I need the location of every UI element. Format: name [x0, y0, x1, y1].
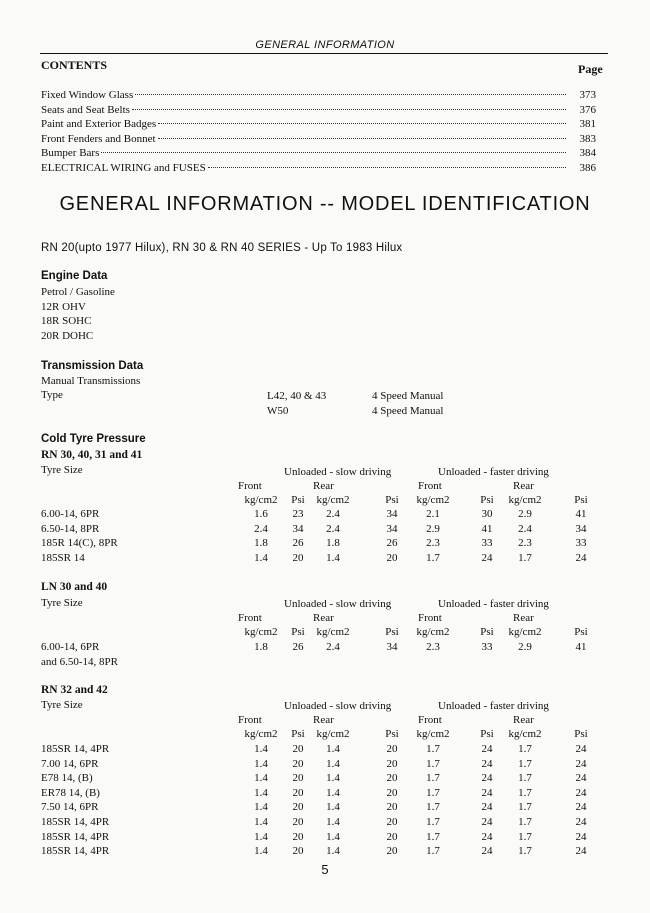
- transmission-model: W50: [267, 405, 289, 417]
- group-faster-driving: Unloaded - faster driving: [438, 598, 549, 610]
- toc-item: [41, 88, 596, 103]
- pressure-value: 24: [575, 551, 587, 564]
- unit-psi: Psi: [480, 728, 494, 740]
- pressure-value: 24: [575, 845, 587, 858]
- toc-leader-dots: [101, 152, 566, 153]
- toc-item-page: 376: [579, 103, 596, 116]
- pressure-value: 1.4: [326, 551, 340, 564]
- unit-kg-cm2: kg/cm2: [244, 626, 278, 638]
- unit-psi: Psi: [291, 728, 305, 740]
- table-of-contents: [41, 88, 596, 176]
- tyre-size: 185SR 14: [41, 551, 85, 564]
- toc-leader-dots: [158, 123, 566, 124]
- pressure-value: 1.4: [326, 743, 340, 755]
- pressure-value: 20: [292, 743, 304, 755]
- unit-psi: Psi: [291, 626, 305, 638]
- unit-psi: Psi: [574, 728, 588, 740]
- tyre-size: 185SR 14, 4PR: [41, 830, 110, 843]
- unit-kg-cm2: kg/cm2: [316, 494, 350, 506]
- pressure-value: 1.7: [426, 743, 440, 755]
- toc-item-title: Seats and Seat Belts: [41, 103, 130, 116]
- front-label-fast: Front: [418, 612, 442, 624]
- pressure-value: 33: [575, 537, 587, 550]
- rear-label-fast: Rear: [513, 612, 534, 624]
- pressure-value: 1.7: [426, 816, 440, 828]
- unit-kg-cm2: kg/cm2: [508, 728, 542, 740]
- pressure-value: 20: [292, 816, 304, 828]
- toc-item-title: Bumper Bars: [41, 147, 100, 160]
- pressure-value: 30: [481, 508, 493, 520]
- transmission-type-label: Type: [41, 389, 63, 401]
- unit-kg-cm2: kg/cm2: [316, 728, 350, 740]
- page-subtitle: RN 20(upto 1977 Hilux), RN 30 & RN 40 SERIES - Up To 1983 Hilux: [41, 242, 403, 254]
- pressure-value: 1.7: [426, 845, 440, 858]
- pressure-value: 24: [481, 743, 493, 755]
- pressure-value: 34: [386, 641, 398, 653]
- unit-kg-cm2: kg/cm2: [316, 626, 350, 638]
- tyre-size-extra: and 6.50-14, 8PR: [41, 655, 118, 668]
- pressure-value: 24: [481, 816, 493, 828]
- toc-item: [41, 146, 596, 161]
- pressure-value: 20: [386, 801, 398, 814]
- pressure-value: 2.4: [254, 522, 268, 535]
- tyre-size: 6.50-14, 8PR: [41, 522, 100, 535]
- toc-item-title: Fixed Window Glass: [41, 89, 134, 101]
- page-number: 5: [321, 862, 329, 877]
- pressure-value: 34: [386, 522, 398, 535]
- toc-item-page: 384: [579, 147, 596, 160]
- rear-label-slow: Rear: [313, 714, 334, 726]
- pressure-value: 1.7: [426, 772, 440, 785]
- pressure-value: 2.4: [518, 522, 532, 535]
- pressure-value: 24: [575, 801, 587, 814]
- running-header: GENERAL INFORMATION: [255, 39, 395, 51]
- pressure-value: 20: [292, 772, 304, 785]
- front-label-slow: Front: [238, 612, 262, 624]
- pressure-value: 20: [386, 816, 398, 828]
- toc-item-page: 386: [579, 161, 596, 174]
- toc-item: [41, 132, 596, 147]
- front-label-slow: Front: [238, 480, 262, 492]
- pressure-value: 1.7: [426, 757, 440, 770]
- transmission-heading: Transmission Data: [41, 360, 144, 372]
- unit-psi: Psi: [574, 494, 588, 506]
- tyre-section-title: RN 32 and 42: [41, 684, 108, 696]
- pressure-value: 26: [386, 537, 398, 550]
- pressure-value: 1.7: [518, 830, 532, 843]
- pressure-value: 2.1: [426, 508, 440, 520]
- toc-leader-dots: [208, 167, 566, 168]
- pressure-value: 1.4: [326, 757, 340, 770]
- pressure-value: 33: [481, 537, 493, 550]
- pressure-value: 20: [386, 551, 398, 564]
- pressure-value: 2.3: [518, 537, 532, 550]
- pressure-value: 20: [386, 845, 398, 858]
- unit-kg-cm2: kg/cm2: [508, 626, 542, 638]
- tyre-size-label: Tyre Size: [41, 464, 83, 476]
- pressure-value: 24: [481, 830, 493, 843]
- pressure-value: 1.4: [254, 786, 268, 799]
- pressure-value: 1.7: [518, 772, 532, 785]
- pressure-value: 41: [575, 641, 587, 653]
- transmission-description: 4 Speed Manual: [372, 405, 444, 417]
- engine-line: 20R DOHC: [41, 329, 94, 342]
- toc-item: [41, 117, 596, 132]
- pressure-value: 1.4: [254, 830, 268, 843]
- pressure-value: 20: [292, 845, 304, 858]
- engine-line: Petrol / Gasoline: [41, 286, 115, 298]
- tyre-size: 6.00-14, 6PR: [41, 508, 100, 520]
- front-label-slow: Front: [238, 714, 262, 726]
- pressure-value: 1.4: [326, 786, 340, 799]
- pressure-value: 2.9: [518, 641, 532, 653]
- unit-kg-cm2: kg/cm2: [244, 494, 278, 506]
- unit-kg-cm2: kg/cm2: [416, 494, 450, 506]
- pressure-value: 23: [292, 508, 304, 520]
- toc-item-page: 381: [579, 118, 596, 131]
- pressure-value: 1.8: [254, 641, 268, 653]
- pressure-value: 1.4: [326, 772, 340, 785]
- pressure-value: 41: [481, 522, 493, 535]
- transmission-description: 4 Speed Manual: [372, 390, 444, 402]
- pressure-value: 20: [292, 801, 304, 814]
- tyre-size-label: Tyre Size: [41, 597, 83, 609]
- pressure-value: 20: [386, 757, 398, 770]
- pressure-value: 2.9: [518, 508, 532, 520]
- toc-item-page: 383: [579, 132, 596, 145]
- pressure-value: 1.7: [518, 845, 532, 858]
- unit-psi: Psi: [385, 728, 399, 740]
- pressure-value: 1.7: [426, 830, 440, 843]
- group-faster-driving: Unloaded - faster driving: [438, 466, 549, 478]
- rear-label-fast: Rear: [513, 480, 534, 492]
- toc-item-page: 373: [579, 89, 596, 101]
- pressure-value: 1.4: [254, 845, 268, 858]
- tyre-section-title: RN 30, 40, 31 and 41: [41, 449, 143, 461]
- rear-label-slow: Rear: [313, 480, 334, 492]
- toc-item-title: Front Fenders and Bonnet: [41, 132, 156, 145]
- tyre-size: 6.00-14, 6PR: [41, 641, 100, 653]
- tyre-section-title: LN 30 and 40: [41, 581, 108, 593]
- group-slow-driving: Unloaded - slow driving: [284, 598, 392, 610]
- toc-item: [41, 161, 596, 176]
- pressure-value: 41: [575, 508, 587, 520]
- pressure-value: 1.4: [254, 816, 268, 828]
- transmission-subheading: Manual Transmissions: [41, 375, 141, 387]
- pressure-value: 20: [292, 786, 304, 799]
- toc-leader-dots: [135, 94, 566, 95]
- pressure-value: 1.6: [254, 508, 268, 520]
- page-column-heading: Page: [578, 62, 603, 76]
- pressure-value: 33: [481, 641, 493, 653]
- pressure-value: 24: [481, 772, 493, 785]
- pressure-value: 2.9: [426, 522, 440, 535]
- front-label-fast: Front: [418, 714, 442, 726]
- engine-line: 12R OHV: [41, 300, 86, 313]
- tyre-size: 185SR 14, 4PR: [41, 743, 110, 755]
- rear-label-slow: Rear: [313, 612, 334, 624]
- pressure-value: 1.4: [254, 551, 268, 564]
- pressure-value: 1.7: [518, 757, 532, 770]
- group-faster-driving: Unloaded - faster driving: [438, 700, 549, 712]
- pressure-value: 1.4: [326, 845, 340, 858]
- engine-heading: Engine Data: [41, 270, 108, 282]
- unit-psi: Psi: [574, 626, 588, 638]
- tyre-size: E78 14, (B): [41, 772, 93, 785]
- toc-leader-dots: [132, 109, 566, 110]
- unit-kg-cm2: kg/cm2: [244, 728, 278, 740]
- tyre-pressure-heading: Cold Tyre Pressure: [41, 433, 146, 445]
- pressure-value: 24: [575, 743, 587, 755]
- pressure-value: 1.7: [518, 551, 532, 564]
- toc-item-title: Paint and Exterior Badges: [41, 118, 157, 131]
- engine-line: 18R SOHC: [41, 315, 92, 327]
- pressure-value: 20: [292, 551, 304, 564]
- pressure-value: 34: [292, 522, 304, 535]
- header-rule: [40, 53, 608, 54]
- pressure-value: 1.7: [518, 801, 532, 814]
- pressure-value: 2.4: [326, 641, 340, 653]
- group-slow-driving: Unloaded - slow driving: [284, 466, 392, 478]
- pressure-value: 24: [481, 801, 493, 814]
- pressure-value: 24: [575, 786, 587, 799]
- pressure-value: 24: [481, 786, 493, 799]
- pressure-value: 24: [575, 830, 587, 843]
- pressure-value: 24: [481, 845, 493, 858]
- pressure-value: 20: [292, 757, 304, 770]
- toc-leader-dots: [158, 138, 566, 139]
- pressure-value: 2.3: [426, 641, 440, 653]
- pressure-value: 24: [481, 551, 493, 564]
- pressure-value: 1.4: [326, 801, 340, 814]
- front-label-fast: Front: [418, 480, 442, 492]
- unit-psi: Psi: [480, 494, 494, 506]
- tyre-size: 7.50 14, 6PR: [41, 801, 99, 814]
- pressure-value: 24: [481, 757, 493, 770]
- pressure-value: 34: [386, 508, 398, 520]
- pressure-value: 1.4: [254, 757, 268, 770]
- pressure-value: 1.7: [426, 786, 440, 799]
- tyre-size: 185SR 14, 4PR: [41, 845, 110, 858]
- unit-psi: Psi: [385, 626, 399, 638]
- pressure-value: 1.4: [326, 830, 340, 843]
- rear-label-fast: Rear: [513, 714, 534, 726]
- transmission-model: L42, 40 & 43: [267, 390, 327, 402]
- pressure-value: 24: [575, 757, 587, 770]
- pressure-value: 20: [386, 830, 398, 843]
- tyre-size: ER78 14, (B): [41, 786, 100, 799]
- pressure-value: 1.7: [518, 786, 532, 799]
- pressure-value: 24: [575, 816, 587, 828]
- unit-psi: Psi: [385, 494, 399, 506]
- contents-heading: CONTENTS: [41, 58, 108, 72]
- pressure-value: 1.8: [254, 537, 268, 550]
- unit-kg-cm2: kg/cm2: [416, 626, 450, 638]
- pressure-value: 20: [292, 830, 304, 843]
- pressure-value: 1.7: [426, 551, 440, 564]
- group-slow-driving: Unloaded - slow driving: [284, 700, 392, 712]
- pressure-value: 1.7: [518, 743, 532, 755]
- pressure-value: 2.3: [426, 537, 440, 550]
- pressure-value: 1.4: [254, 772, 268, 785]
- pressure-value: 2.4: [326, 508, 340, 520]
- unit-kg-cm2: kg/cm2: [508, 494, 542, 506]
- pressure-value: 1.7: [518, 816, 532, 828]
- unit-psi: Psi: [480, 626, 494, 638]
- pressure-value: 20: [386, 772, 398, 785]
- pressure-value: 1.4: [326, 816, 340, 828]
- tyre-size: 7.00 14, 6PR: [41, 757, 99, 770]
- pressure-value: 34: [575, 522, 587, 535]
- pressure-value: 1.4: [254, 801, 268, 814]
- pressure-value: 20: [386, 743, 398, 755]
- pressure-value: 1.7: [426, 801, 440, 814]
- pressure-value: 26: [292, 537, 304, 550]
- toc-item: [41, 103, 596, 118]
- toc-item-title: ELECTRICAL WIRING and FUSES: [41, 161, 206, 174]
- pressure-value: 24: [575, 772, 587, 785]
- pressure-value: 1.4: [254, 743, 268, 755]
- tyre-size: 185SR 14, 4PR: [41, 816, 110, 828]
- pressure-value: 20: [386, 786, 398, 799]
- tyre-size: 185R 14(C), 8PR: [41, 537, 118, 550]
- pressure-value: 1.8: [326, 537, 340, 550]
- pressure-value: 26: [292, 641, 304, 653]
- pressure-value: 2.4: [326, 522, 340, 535]
- tyre-size-label: Tyre Size: [41, 699, 83, 711]
- unit-kg-cm2: kg/cm2: [416, 728, 450, 740]
- unit-psi: Psi: [291, 494, 305, 506]
- page-title: GENERAL INFORMATION -- MODEL IDENTIFICATION: [59, 193, 591, 215]
